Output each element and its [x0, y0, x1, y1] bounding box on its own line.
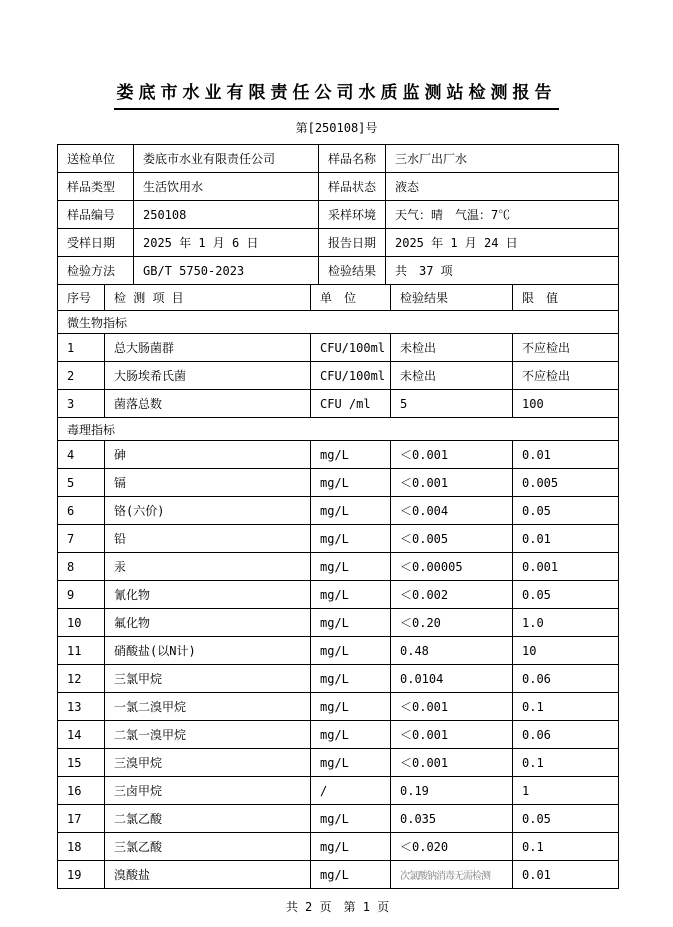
cell-item: 氰化物 — [105, 581, 311, 609]
info-value: 2025 年 1 月 24 日 — [386, 229, 619, 257]
info-label: 送检单位 — [58, 145, 134, 173]
cell-result: ＜0.001 — [391, 693, 513, 721]
cell-no: 3 — [58, 390, 105, 418]
result-row — [58, 390, 619, 418]
info-value: 娄底市水业有限责任公司 — [134, 145, 319, 173]
cell-item: 大肠埃希氏菌 — [105, 362, 311, 390]
cell-limit: 1.0 — [513, 609, 619, 637]
section-row — [58, 418, 619, 441]
cell-no: 17 — [58, 805, 105, 833]
cell-limit: 0.005 — [513, 469, 619, 497]
cell-unit: mg/L — [311, 497, 391, 525]
result-row — [58, 469, 619, 497]
cell-limit: 0.05 — [513, 497, 619, 525]
cell-limit: 1 — [513, 777, 619, 805]
cell-no: 8 — [58, 553, 105, 581]
cell-limit: 0.06 — [513, 665, 619, 693]
info-label: 样品类型 — [58, 173, 134, 201]
cell-unit: mg/L — [311, 833, 391, 861]
cell-limit: 0.06 — [513, 721, 619, 749]
cell-no: 16 — [58, 777, 105, 805]
cell-no: 6 — [58, 497, 105, 525]
info-value: GB/T 5750-2023 — [134, 257, 319, 285]
cell-no: 15 — [58, 749, 105, 777]
cell-item: 二氯一溴甲烷 — [105, 721, 311, 749]
col-header-unit: 单 位 — [311, 285, 391, 311]
report-body — [57, 144, 618, 889]
cell-item: 三卤甲烷 — [105, 777, 311, 805]
cell-item: 硝酸盐(以N计) — [105, 637, 311, 665]
section-row — [58, 311, 619, 334]
result-row — [58, 553, 619, 581]
cell-item: 一氯二溴甲烷 — [105, 693, 311, 721]
cell-unit: mg/L — [311, 749, 391, 777]
cell-no: 2 — [58, 362, 105, 390]
result-row — [58, 334, 619, 362]
info-label: 检验方法 — [58, 257, 134, 285]
result-row — [58, 525, 619, 553]
cell-no: 7 — [58, 525, 105, 553]
test-results-table — [57, 284, 619, 889]
info-label: 样品名称 — [319, 145, 386, 173]
info-row — [58, 201, 619, 229]
cell-item: 铬(六价) — [105, 497, 311, 525]
cell-result: ＜0.001 — [391, 721, 513, 749]
cell-unit: mg/L — [311, 525, 391, 553]
cell-limit: 0.01 — [513, 861, 619, 889]
cell-item: 三氯甲烷 — [105, 665, 311, 693]
cell-item: 二氯乙酸 — [105, 805, 311, 833]
result-row — [58, 362, 619, 390]
cell-item: 氟化物 — [105, 609, 311, 637]
cell-item: 砷 — [105, 441, 311, 469]
cell-unit: CFU /ml — [311, 390, 391, 418]
col-header-result: 检验结果 — [391, 285, 513, 311]
cell-item: 菌落总数 — [105, 390, 311, 418]
cell-item: 三溴甲烷 — [105, 749, 311, 777]
info-value: 三水厂出厂水 — [386, 145, 619, 173]
cell-result: ＜0.20 — [391, 609, 513, 637]
cell-result: 0.48 — [391, 637, 513, 665]
cell-result: ＜0.002 — [391, 581, 513, 609]
cell-unit: mg/L — [311, 721, 391, 749]
cell-limit: 0.1 — [513, 693, 619, 721]
result-row — [58, 805, 619, 833]
cell-result: 未检出 — [391, 362, 513, 390]
cell-no: 14 — [58, 721, 105, 749]
cell-result: ＜0.001 — [391, 441, 513, 469]
result-row — [58, 581, 619, 609]
section-title: 毒理指标 — [58, 418, 619, 441]
cell-limit: 0.05 — [513, 805, 619, 833]
cell-unit: mg/L — [311, 665, 391, 693]
cell-no: 13 — [58, 693, 105, 721]
cell-result: 次氯酸钠消毒无需检测 — [391, 861, 513, 889]
cell-no: 19 — [58, 861, 105, 889]
info-label: 受样日期 — [58, 229, 134, 257]
result-row — [58, 665, 619, 693]
cell-result: 0.19 — [391, 777, 513, 805]
cell-limit: 0.01 — [513, 525, 619, 553]
cell-no: 5 — [58, 469, 105, 497]
cell-item: 铅 — [105, 525, 311, 553]
result-row — [58, 721, 619, 749]
cell-unit: mg/L — [311, 861, 391, 889]
cell-result: 0.0104 — [391, 665, 513, 693]
info-row — [58, 173, 619, 201]
info-value: 2025 年 1 月 6 日 — [134, 229, 319, 257]
cell-result: ＜0.005 — [391, 525, 513, 553]
cell-unit: mg/L — [311, 581, 391, 609]
cell-unit: mg/L — [311, 441, 391, 469]
page-footer: 共 2 页 第 1 页 — [285, 900, 390, 914]
info-label: 采样环境 — [319, 201, 386, 229]
info-value: 生活饮用水 — [134, 173, 319, 201]
cell-no: 1 — [58, 334, 105, 362]
cell-unit: mg/L — [311, 609, 391, 637]
cell-result: ＜0.001 — [391, 749, 513, 777]
cell-unit: CFU/100ml — [311, 334, 391, 362]
cell-result: ＜0.004 — [391, 497, 513, 525]
result-row — [58, 833, 619, 861]
cell-limit: 0.1 — [513, 749, 619, 777]
cell-limit: 0.01 — [513, 441, 619, 469]
cell-no: 12 — [58, 665, 105, 693]
cell-result: 0.035 — [391, 805, 513, 833]
result-row — [58, 497, 619, 525]
cell-result: ＜0.001 — [391, 469, 513, 497]
cell-limit: 10 — [513, 637, 619, 665]
cell-no: 9 — [58, 581, 105, 609]
cell-item: 总大肠菌群 — [105, 334, 311, 362]
cell-limit: 100 — [513, 390, 619, 418]
results-header-row — [58, 285, 619, 311]
report-title: 娄底市水业有限责任公司水质监测站检测报告 — [114, 78, 559, 110]
cell-no: 18 — [58, 833, 105, 861]
sample-info-table — [57, 144, 619, 285]
cell-unit: / — [311, 777, 391, 805]
info-value: 天气：晴 气温：7℃ — [386, 201, 619, 229]
result-row — [58, 749, 619, 777]
cell-result: 未检出 — [391, 334, 513, 362]
info-label: 检验结果 — [319, 257, 386, 285]
cell-item: 镉 — [105, 469, 311, 497]
cell-unit: mg/L — [311, 553, 391, 581]
cell-limit: 不应检出 — [513, 362, 619, 390]
cell-result: ＜0.00005 — [391, 553, 513, 581]
col-header-index: 序号 — [58, 285, 105, 311]
cell-no: 10 — [58, 609, 105, 637]
info-row — [58, 257, 619, 285]
cell-item: 三氯乙酸 — [105, 833, 311, 861]
info-label: 样品编号 — [58, 201, 134, 229]
result-row — [58, 777, 619, 805]
info-value: 共 37 项 — [386, 257, 619, 285]
cell-no: 4 — [58, 441, 105, 469]
cell-result: 5 — [391, 390, 513, 418]
cell-item: 汞 — [105, 553, 311, 581]
result-row — [58, 609, 619, 637]
info-value: 250108 — [134, 201, 319, 229]
info-row — [58, 145, 619, 173]
result-row — [58, 861, 619, 889]
col-header-limit: 限 值 — [513, 285, 619, 311]
col-header-item: 检 测 项 目 — [105, 285, 311, 311]
info-value: 液态 — [386, 173, 619, 201]
cell-item: 溴酸盐 — [105, 861, 311, 889]
cell-limit: 0.05 — [513, 581, 619, 609]
info-label: 样品状态 — [319, 173, 386, 201]
cell-unit: CFU/100ml — [311, 362, 391, 390]
info-row — [58, 229, 619, 257]
report-number: 第[250108]号 — [295, 121, 378, 135]
cell-unit: mg/L — [311, 469, 391, 497]
result-row — [58, 441, 619, 469]
cell-limit: 不应检出 — [513, 334, 619, 362]
cell-no: 11 — [58, 637, 105, 665]
cell-limit: 0.001 — [513, 553, 619, 581]
result-row — [58, 637, 619, 665]
section-title: 微生物指标 — [58, 311, 619, 334]
cell-limit: 0.1 — [513, 833, 619, 861]
cell-unit: mg/L — [311, 693, 391, 721]
info-label: 报告日期 — [319, 229, 386, 257]
result-row — [58, 693, 619, 721]
cell-unit: mg/L — [311, 637, 391, 665]
cell-unit: mg/L — [311, 805, 391, 833]
cell-result: ＜0.020 — [391, 833, 513, 861]
